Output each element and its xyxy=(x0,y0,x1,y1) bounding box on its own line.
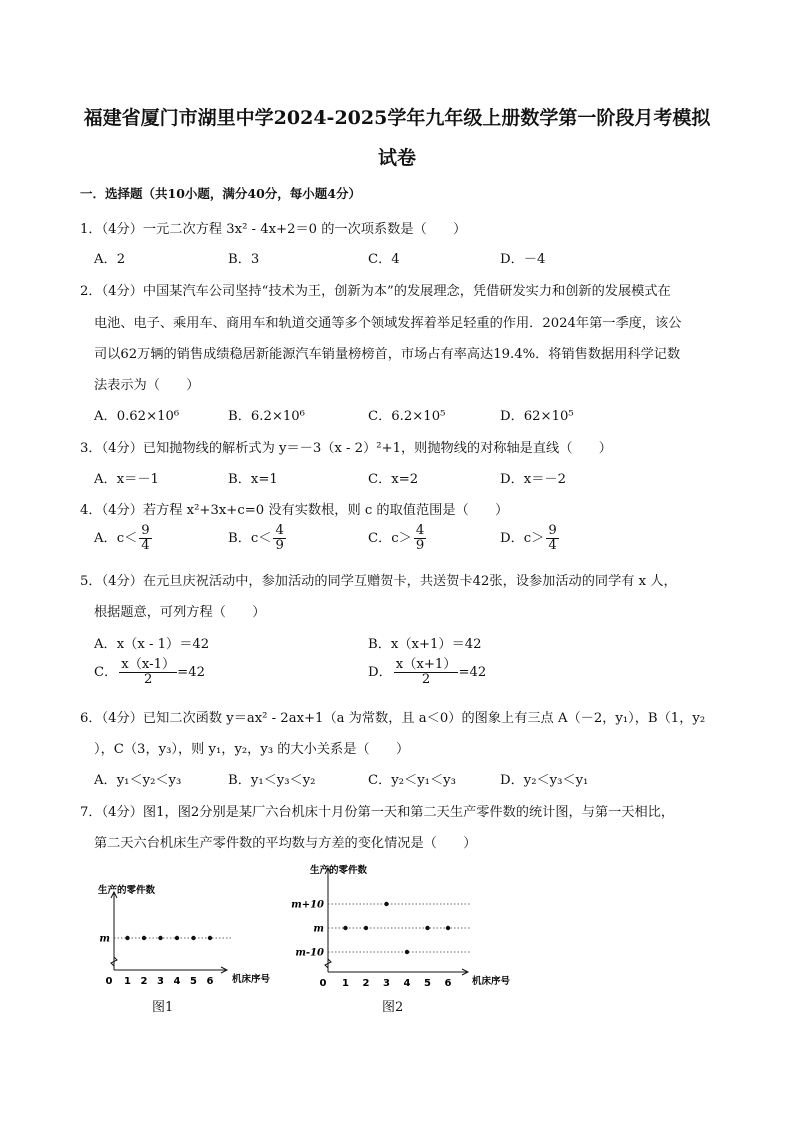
fraction-numerator: x（x+1） xyxy=(395,657,457,672)
fraction-numerator: 4 xyxy=(275,523,284,538)
q4-option-c xyxy=(368,524,426,553)
question-1: 1．（4分）一元二次方程 3x² - 4x+2＝0 的一次项系数是（ ） xyxy=(80,222,467,237)
x-tick-label: 4 xyxy=(173,976,181,987)
fraction-denominator: 4 xyxy=(548,537,557,553)
question-2-line3: 司以62万辆的销售成绩稳居新能源汽车销量榜榜首，市场占有率高达19.4%．将销售数据用科学记数 xyxy=(94,347,681,362)
data-point xyxy=(405,950,409,954)
x-tick-label: 5 xyxy=(190,976,197,987)
question-7-line1: 7．（4分）图1，图2分别是某厂六台机床十月份第一天和第二天生产零件数的统计图，与第一天相比， xyxy=(80,805,675,820)
data-point xyxy=(175,936,179,940)
q6-option-b: B．y₁＜y₃＜y₂ xyxy=(228,773,316,788)
q4-option-d-fraction xyxy=(546,524,558,553)
page-title: 福建省厦门市湖里中学2024-2025学年九年级上册数学第一阶段月考模拟 xyxy=(83,107,711,129)
x-tick-label: 1 xyxy=(342,978,349,989)
q4-option-d xyxy=(500,524,559,553)
question-4: 4．（4分）若方程 x²+3x+c=0 没有实数根，则 c 的取值范围是（ ） xyxy=(80,503,509,518)
fraction-denominator: 2 xyxy=(421,671,431,687)
q5-option-d xyxy=(368,658,486,687)
data-point xyxy=(364,926,368,930)
data-point xyxy=(191,936,195,940)
q5-option-a: A．x（x - 1）＝42 xyxy=(94,637,210,652)
data-point xyxy=(425,926,429,930)
q2-option-c: C．6.2×10⁵ xyxy=(368,409,446,424)
data-point xyxy=(446,926,450,930)
data-point xyxy=(208,936,212,940)
q5-option-c-fraction xyxy=(119,658,177,687)
q3-option-b: B．x=1 xyxy=(228,472,278,487)
question-7-line2: 第二天六台机床生产零件数的平均数与方差的变化情况是（ ） xyxy=(94,836,477,851)
q2-option-b: B．6.2×10⁶ xyxy=(228,409,305,424)
fraction-numerator: 9 xyxy=(548,523,557,538)
data-point xyxy=(158,936,162,940)
q4-option-b-label: B．c＜ xyxy=(228,530,272,546)
x-tick-label: 6 xyxy=(206,976,214,987)
data-point xyxy=(142,936,146,940)
q4-option-b-fraction xyxy=(273,524,285,553)
question-2-line2: 电池、电子、乘用车、商用车和轨道交通等多个领域发挥着举足轻重的作用．2024年第一季度，该公 xyxy=(94,316,682,331)
fraction-numerator: 4 xyxy=(415,523,425,538)
data-point xyxy=(343,926,347,930)
fraction-numerator: x（x-1） xyxy=(121,657,176,672)
fraction-numerator: 9 xyxy=(141,523,150,538)
x-tick-label: 5 xyxy=(424,978,431,989)
q1-option-d: D．－4 xyxy=(500,252,546,267)
q2-option-a: A．0.62×10⁶ xyxy=(94,409,180,424)
question-5-line2: 根据题意，可列方程（ ） xyxy=(94,605,266,620)
x-tick-label: 4 xyxy=(403,978,411,989)
fraction-denominator: 9 xyxy=(415,537,425,553)
q5-option-c-label: C． xyxy=(94,664,118,680)
x-tick-label: 3 xyxy=(157,976,164,987)
fraction-denominator: 9 xyxy=(275,537,284,553)
x-tick-label: 3 xyxy=(383,978,390,989)
q3-option-a: A．x＝－1 xyxy=(94,472,159,487)
y-tick-label: m xyxy=(99,933,110,945)
question-6-line2: ），C（3，y₃），则 y₁，y₂，y₃ 的大小关系是（ ） xyxy=(94,742,410,757)
question-2-line4: 法表示为（ ） xyxy=(94,378,200,393)
q5-option-c xyxy=(94,658,205,687)
y-tick-label: m xyxy=(313,923,324,935)
q4-option-b xyxy=(228,524,286,553)
q6-option-d: D．y₂＜y₃＜y₁ xyxy=(500,773,589,788)
figure-2-chart xyxy=(290,860,530,995)
x-tick-label: 0 xyxy=(319,978,327,989)
q4-option-a xyxy=(94,524,152,553)
x-tick-label: 0 xyxy=(105,976,113,987)
figure-1-caption: 图1 xyxy=(152,1000,174,1015)
q4-option-c-label: C．c＞ xyxy=(368,530,412,546)
y-tick-label: m+10 xyxy=(291,899,324,911)
question-6-line1: 6．（4分）已知二次函数 y＝ax² - 2ax+1（a 为常数，且 a＜0）的图象上有三点 A（－2，y₁），B（1，y₂ xyxy=(80,711,706,726)
data-point xyxy=(125,936,129,940)
x-axis-label: 机床序号 xyxy=(472,976,511,987)
q5-option-d-label: D． xyxy=(368,664,392,680)
x-axis-label: 机床序号 xyxy=(232,974,271,985)
question-5-line1: 5．（4分）在元旦庆祝活动中，参加活动的同学互赠贺卡，共送贺卡42张，设参加活动的同学有 x 人， xyxy=(80,574,677,589)
q5-option-d-tail: =42 xyxy=(458,664,487,680)
q6-option-a: A．y₁＜y₂＜y₃ xyxy=(94,773,182,788)
q4-option-d-label: D．c＞ xyxy=(500,530,545,546)
q6-option-c: C．y₂＜y₁＜y₃ xyxy=(368,773,456,788)
figure-2-caption: 图2 xyxy=(382,1000,404,1015)
y-axis-label: 生产的零件数 xyxy=(98,885,156,896)
data-point xyxy=(384,902,388,906)
q1-option-a: A．2 xyxy=(94,252,126,267)
q2-option-d: D．62×10⁵ xyxy=(500,409,574,424)
q1-option-b: B．3 xyxy=(228,252,260,267)
question-2-line1: 2．（4分）中国某汽车公司坚持“技术为王，创新为本”的发展理念，凭借研发实力和创新的发展模式在 xyxy=(80,284,671,299)
q3-option-d: D．x＝－2 xyxy=(500,472,566,487)
q5-option-d-fraction xyxy=(394,658,459,687)
y-tick-label: m-10 xyxy=(295,947,324,959)
q5-option-c-tail: =42 xyxy=(177,664,205,680)
q4-option-a-fraction xyxy=(139,524,151,553)
q1-option-c: C．4 xyxy=(368,252,400,267)
figure-1-chart xyxy=(92,880,292,995)
section-heading: 一．选择题（共10小题，满分40分，每小题4分） xyxy=(80,186,361,201)
x-tick-label: 2 xyxy=(362,978,370,989)
x-tick-label: 6 xyxy=(444,978,452,989)
q4-option-c-fraction xyxy=(414,524,426,553)
fraction-denominator: 2 xyxy=(144,671,153,687)
q3-option-c: C．x=2 xyxy=(368,472,419,487)
fraction-denominator: 4 xyxy=(141,537,150,553)
y-axis-label: 生产的零件数 xyxy=(310,865,368,876)
x-tick-label: 2 xyxy=(140,976,148,987)
page-title-line2: 试卷 xyxy=(377,147,416,169)
question-3: 3．（4分）已知抛物线的解析式为 y＝－3（x - 2）²+1，则抛物线的对称轴是直线（ ） xyxy=(80,441,612,456)
x-tick-label: 1 xyxy=(124,976,131,987)
q4-option-a-label: A．c＜ xyxy=(94,530,138,546)
q5-option-b: B．x（x+1）＝42 xyxy=(368,637,482,652)
